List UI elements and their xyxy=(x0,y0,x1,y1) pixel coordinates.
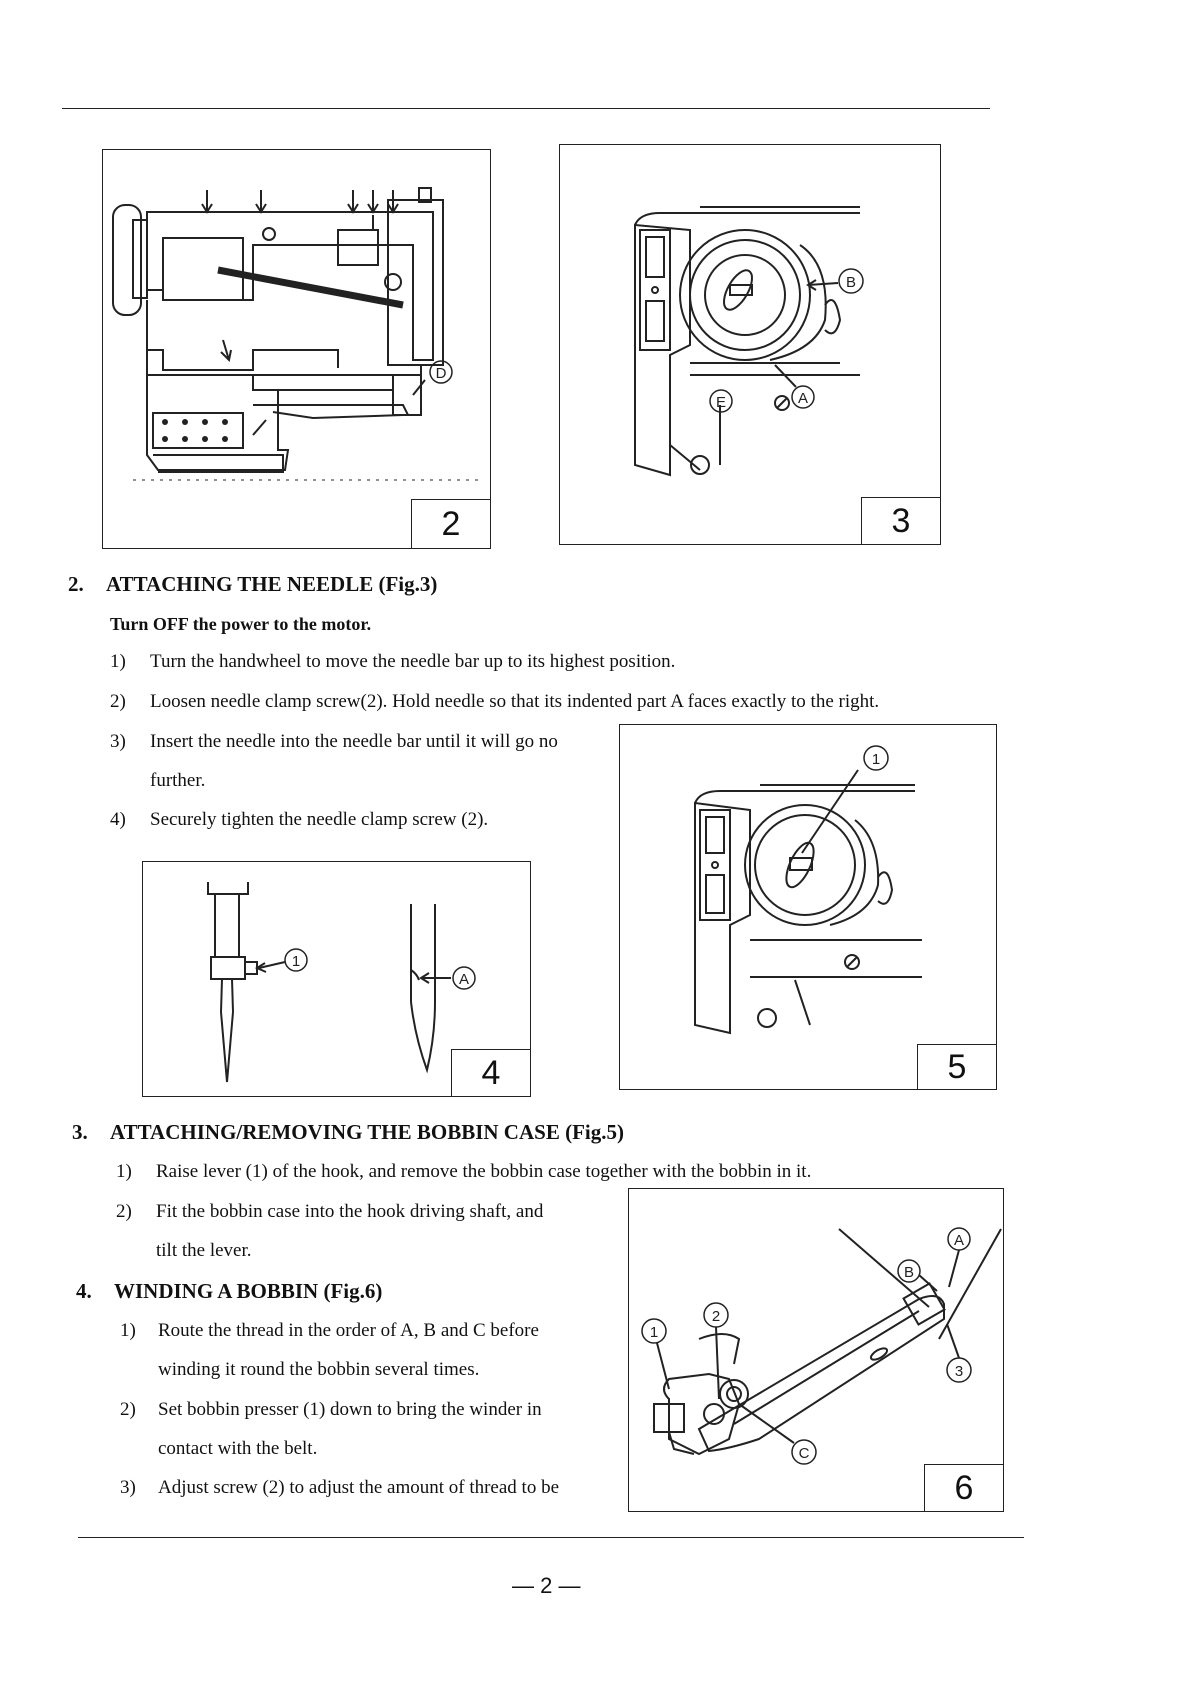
s4-step-1-num: 1) xyxy=(120,1320,136,1341)
s3-step-2-text: Fit the bobbin case into the hook driving shaft, and xyxy=(156,1201,544,1222)
hook-illustration xyxy=(560,145,940,544)
s2-step-1-text: Turn the handwheel to move the needle bar up to its highest position. xyxy=(150,651,676,672)
callout-d-label: D xyxy=(435,365,447,382)
section-4-title: WINDING A BOBBIN (Fig.6) xyxy=(114,1279,383,1303)
figure-5 xyxy=(619,724,997,1090)
s4-step-1-text-cont: winding it round the bobbin several times. xyxy=(158,1359,480,1380)
callout-1-label: 1 xyxy=(649,1324,659,1341)
section-3-heading xyxy=(72,1120,624,1145)
callout-1-label: 1 xyxy=(871,751,881,768)
page-number: — 2 — xyxy=(512,1573,581,1598)
callout-1-label: 1 xyxy=(291,953,301,970)
s2-step-4-text: Securely tighten the needle clamp screw (2). xyxy=(150,809,489,830)
s4-step-1-text: Route the thread in the order of A, B and C before xyxy=(158,1320,539,1341)
figure-4-number: 4 xyxy=(451,1049,531,1097)
bottom-rule xyxy=(78,1537,1024,1538)
section-4-number: 4. xyxy=(76,1279,92,1303)
sewing-machine-illustration xyxy=(103,150,490,548)
s4-step-2-text: Set bobbin presser (1) down to bring the winder in xyxy=(158,1399,542,1420)
callout-c-label: C xyxy=(798,1445,810,1462)
callout-a-label: A xyxy=(953,1232,965,1249)
section-2-heading xyxy=(68,572,437,597)
s4-step-3-text: Adjust screw (2) to adjust the amount of thread to be xyxy=(158,1477,560,1498)
s2-step-3-text-cont: further. xyxy=(150,770,206,791)
callout-3-label: 3 xyxy=(954,1363,964,1380)
figure-3 xyxy=(559,144,941,545)
figure-2-number: 2 xyxy=(411,499,491,549)
s2-step-2-num: 2) xyxy=(110,691,126,712)
s3-step-2-num: 2) xyxy=(116,1201,132,1222)
callout-a-label: A xyxy=(458,971,470,988)
callout-b-label: B xyxy=(903,1264,915,1281)
figure-5-number: 5 xyxy=(917,1044,997,1090)
s4-step-2-num: 2) xyxy=(120,1399,136,1420)
s2-step-3-text: Insert the needle into the needle bar until it will go no xyxy=(150,731,558,752)
section-3-number: 3. xyxy=(72,1120,88,1144)
figure-4 xyxy=(142,861,531,1097)
figure-2 xyxy=(102,149,491,549)
s4-step-3-num: 3) xyxy=(120,1477,136,1498)
section-2-subtitle: Turn OFF the power to the motor. xyxy=(110,614,372,634)
s3-step-1-text: Raise lever (1) of the hook, and remove the bobbin case together with the bobbin in it. xyxy=(156,1161,812,1182)
s2-step-1-num: 1) xyxy=(110,651,126,672)
bobbin-case-illustration xyxy=(620,725,996,1089)
section-2-number: 2. xyxy=(68,572,84,596)
callout-b-label: B xyxy=(845,274,857,291)
section-3-title: ATTACHING/REMOVING THE BOBBIN CASE (Fig.5) xyxy=(110,1120,624,1144)
section-4-heading xyxy=(76,1279,382,1304)
callout-2-label: 2 xyxy=(711,1308,721,1325)
callout-a-label: A xyxy=(797,390,809,407)
s2-step-2-text: Loosen needle clamp screw(2). Hold needle so that its indented part A faces exactly to the right. xyxy=(150,691,880,712)
figure-6 xyxy=(628,1188,1004,1512)
section-2-title: ATTACHING THE NEEDLE (Fig.3) xyxy=(106,572,438,596)
bobbin-winder-illustration xyxy=(629,1189,1003,1511)
callout-e-label: E xyxy=(715,394,727,411)
top-rule xyxy=(62,108,990,109)
s2-step-3-num: 3) xyxy=(110,731,126,752)
s3-step-1-num: 1) xyxy=(116,1161,132,1182)
figure-3-number: 3 xyxy=(861,497,941,545)
s4-step-2-text-cont: contact with the belt. xyxy=(158,1438,318,1459)
figure-6-number: 6 xyxy=(924,1464,1004,1512)
s2-step-4-num: 4) xyxy=(110,809,126,830)
s3-step-2-text-cont: tilt the lever. xyxy=(156,1240,252,1261)
